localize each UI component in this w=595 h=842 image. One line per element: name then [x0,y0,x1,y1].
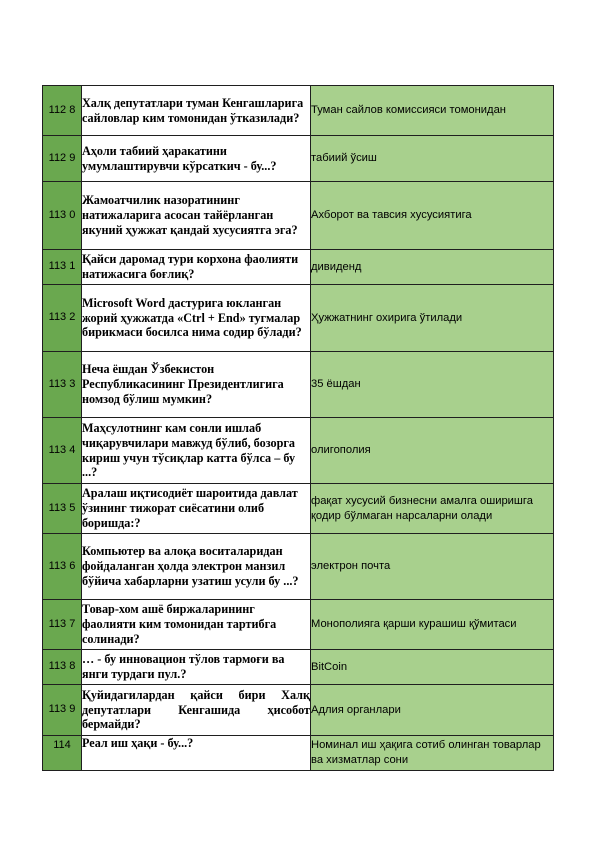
question-cell: … - бу инновацион тўлов тармоғи ва янги турдаги пул.? [82,650,311,685]
answer-cell: Адлия органлари [311,685,554,736]
question-cell: Маҳсулотнинг кам сонли ишлаб чиқарувчилари мавжуд бўлиб, бозорга кириш учун тўсиқлар катта бўлса – бу ...? [82,418,311,484]
table-row [43,352,554,418]
table-row [43,285,554,352]
answer-cell: Монополияга қарши курашиш қўмитаси [311,600,554,650]
answer-cell: фақат хусусий бизнесни амалга оширишга қодир бўлмаган нарсаларни олади [311,484,554,534]
table-row [43,250,554,285]
table-row [43,136,554,182]
answer-cell: BitCoin [311,650,554,685]
question-cell: Халқ депутатлари туман Кенгашларига сайловлар ким томонидан ўтказилади? [82,86,311,136]
table-row [43,600,554,650]
question-cell: Microsoft Word дастурига юкланган жорий ҳужжатда «Ctrl + End» тугмалар бирикмаси босилса нима содир бўлади? [82,285,311,352]
table-row [43,736,554,771]
row-number: 113 3 [43,352,82,418]
row-number: 114 [43,736,82,771]
table-row [43,685,554,736]
table-row [43,484,554,534]
table-row [43,418,554,484]
row-number: 113 2 [43,285,82,352]
answer-cell: Ҳужжатнинг охирига ўтилади [311,285,554,352]
questions-table [42,85,554,771]
row-number: 113 8 [43,650,82,685]
question-cell: Компьютер ва алоқа воситаларидан фойдаланган ҳолда электрон манзил бўйича хабарларни узатиш усули бу ...? [82,534,311,600]
answer-cell: Номинал иш ҳақига сотиб олинган товарлар ва хизматлар сони [311,736,554,771]
answer-cell: табиий ўсиш [311,136,554,182]
row-number: 113 1 [43,250,82,285]
question-cell: Аҳоли табиий ҳаракатини умумлаштирувчи кўрсаткич - бу...? [82,136,311,182]
answer-cell: олигополия [311,418,554,484]
answer-cell: Туман сайлов комиссияси томонидан [311,86,554,136]
question-cell: Қайси даромад тури корхона фаолияти натижасига боғлиқ? [82,250,311,285]
row-number: 113 7 [43,600,82,650]
table-row [43,534,554,600]
row-number: 113 9 [43,685,82,736]
row-number: 112 8 [43,86,82,136]
question-cell: Товар-хом ашё биржаларининг фаолияти ким томонидан тартибга солинади? [82,600,311,650]
answer-cell: Ахборот ва тавсия хусусиятига [311,182,554,250]
row-number: 113 6 [43,534,82,600]
answer-cell: дивиденд [311,250,554,285]
question-cell: Жамоатчилик назоратининг натижаларига асосан тайёрланган якуний ҳужжат қандай хусусиятга эга? [82,182,311,250]
question-cell: Аралаш иқтисодиёт шароитида давлат ўзининг тижорат сиёсатини олиб боришда:? [82,484,311,534]
answer-cell: 35 ёшдан [311,352,554,418]
answer-cell: электрон почта [311,534,554,600]
question-cell: Қуйидагилардан қайси бири Халқ депутатлари Кенгашида ҳисобот бермайди? [82,685,311,736]
table-row [43,86,554,136]
question-cell: Реал иш ҳақи - бу...? [82,736,311,771]
row-number: 113 5 [43,484,82,534]
table-row [43,650,554,685]
row-number: 113 0 [43,182,82,250]
table-row [43,182,554,250]
row-number: 112 9 [43,136,82,182]
row-number: 113 4 [43,418,82,484]
question-cell: Неча ёшдан Ўзбекистон Республикасининг Президентлигига номзод бўлиш мумкин? [82,352,311,418]
